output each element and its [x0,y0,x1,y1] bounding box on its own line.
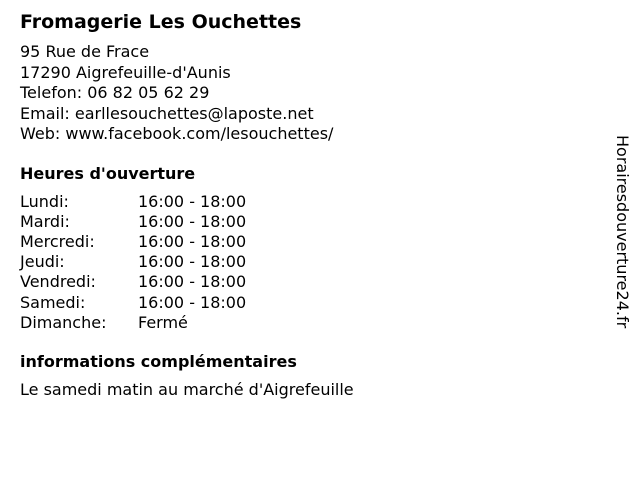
hours-time: 16:00 - 18:00 [138,191,247,211]
hours-row-tuesday [20,212,590,232]
hours-time: 16:00 - 18:00 [138,292,247,312]
additional-info-heading: informations complémentaires [20,351,297,371]
hours-day: Mardi: [20,211,70,231]
website-line: Web: www.facebook.com/lesouchettes/ [20,124,334,143]
hours-day: Lundi: [20,191,69,211]
hours-time: 16:00 - 18:00 [138,211,247,231]
hours-row-sunday [20,313,590,333]
hours-day: Jeudi: [20,252,65,272]
contact-block [20,42,590,145]
hours-time: Fermé [138,312,188,332]
opening-hours-table [20,192,590,333]
hours-day: Vendredi: [20,272,96,292]
hours-row-thursday [20,252,590,272]
hours-day: Mercredi: [20,231,95,251]
side-brand-watermark: Horairesdouverture24.fr [613,135,632,329]
opening-hours-heading: Heures d'ouverture [20,163,196,183]
hours-time: 16:00 - 18:00 [138,252,247,272]
hours-day: Dimanche: [20,312,107,332]
address-line-2: 17290 Aigrefeuille-d'Aunis [20,62,231,82]
phone-line: Telefon: 06 82 05 62 29 [20,83,210,102]
hours-row-monday [20,192,590,212]
hours-row-saturday [20,293,590,313]
additional-info-text: Le samedi matin au marché d'Aigrefeuille [20,379,354,399]
hours-time: 16:00 - 18:00 [138,272,247,292]
business-card [20,10,590,400]
address-line-1: 95 Rue de Frace [20,42,150,61]
hours-row-friday [20,272,590,292]
hours-row-wednesday [20,232,590,252]
hours-day: Samedi: [20,292,86,312]
hours-time: 16:00 - 18:00 [138,231,247,251]
email-line: Email: earllesouchettes@laposte.net [20,103,314,123]
business-name: Fromagerie Les Ouchettes [20,11,302,33]
